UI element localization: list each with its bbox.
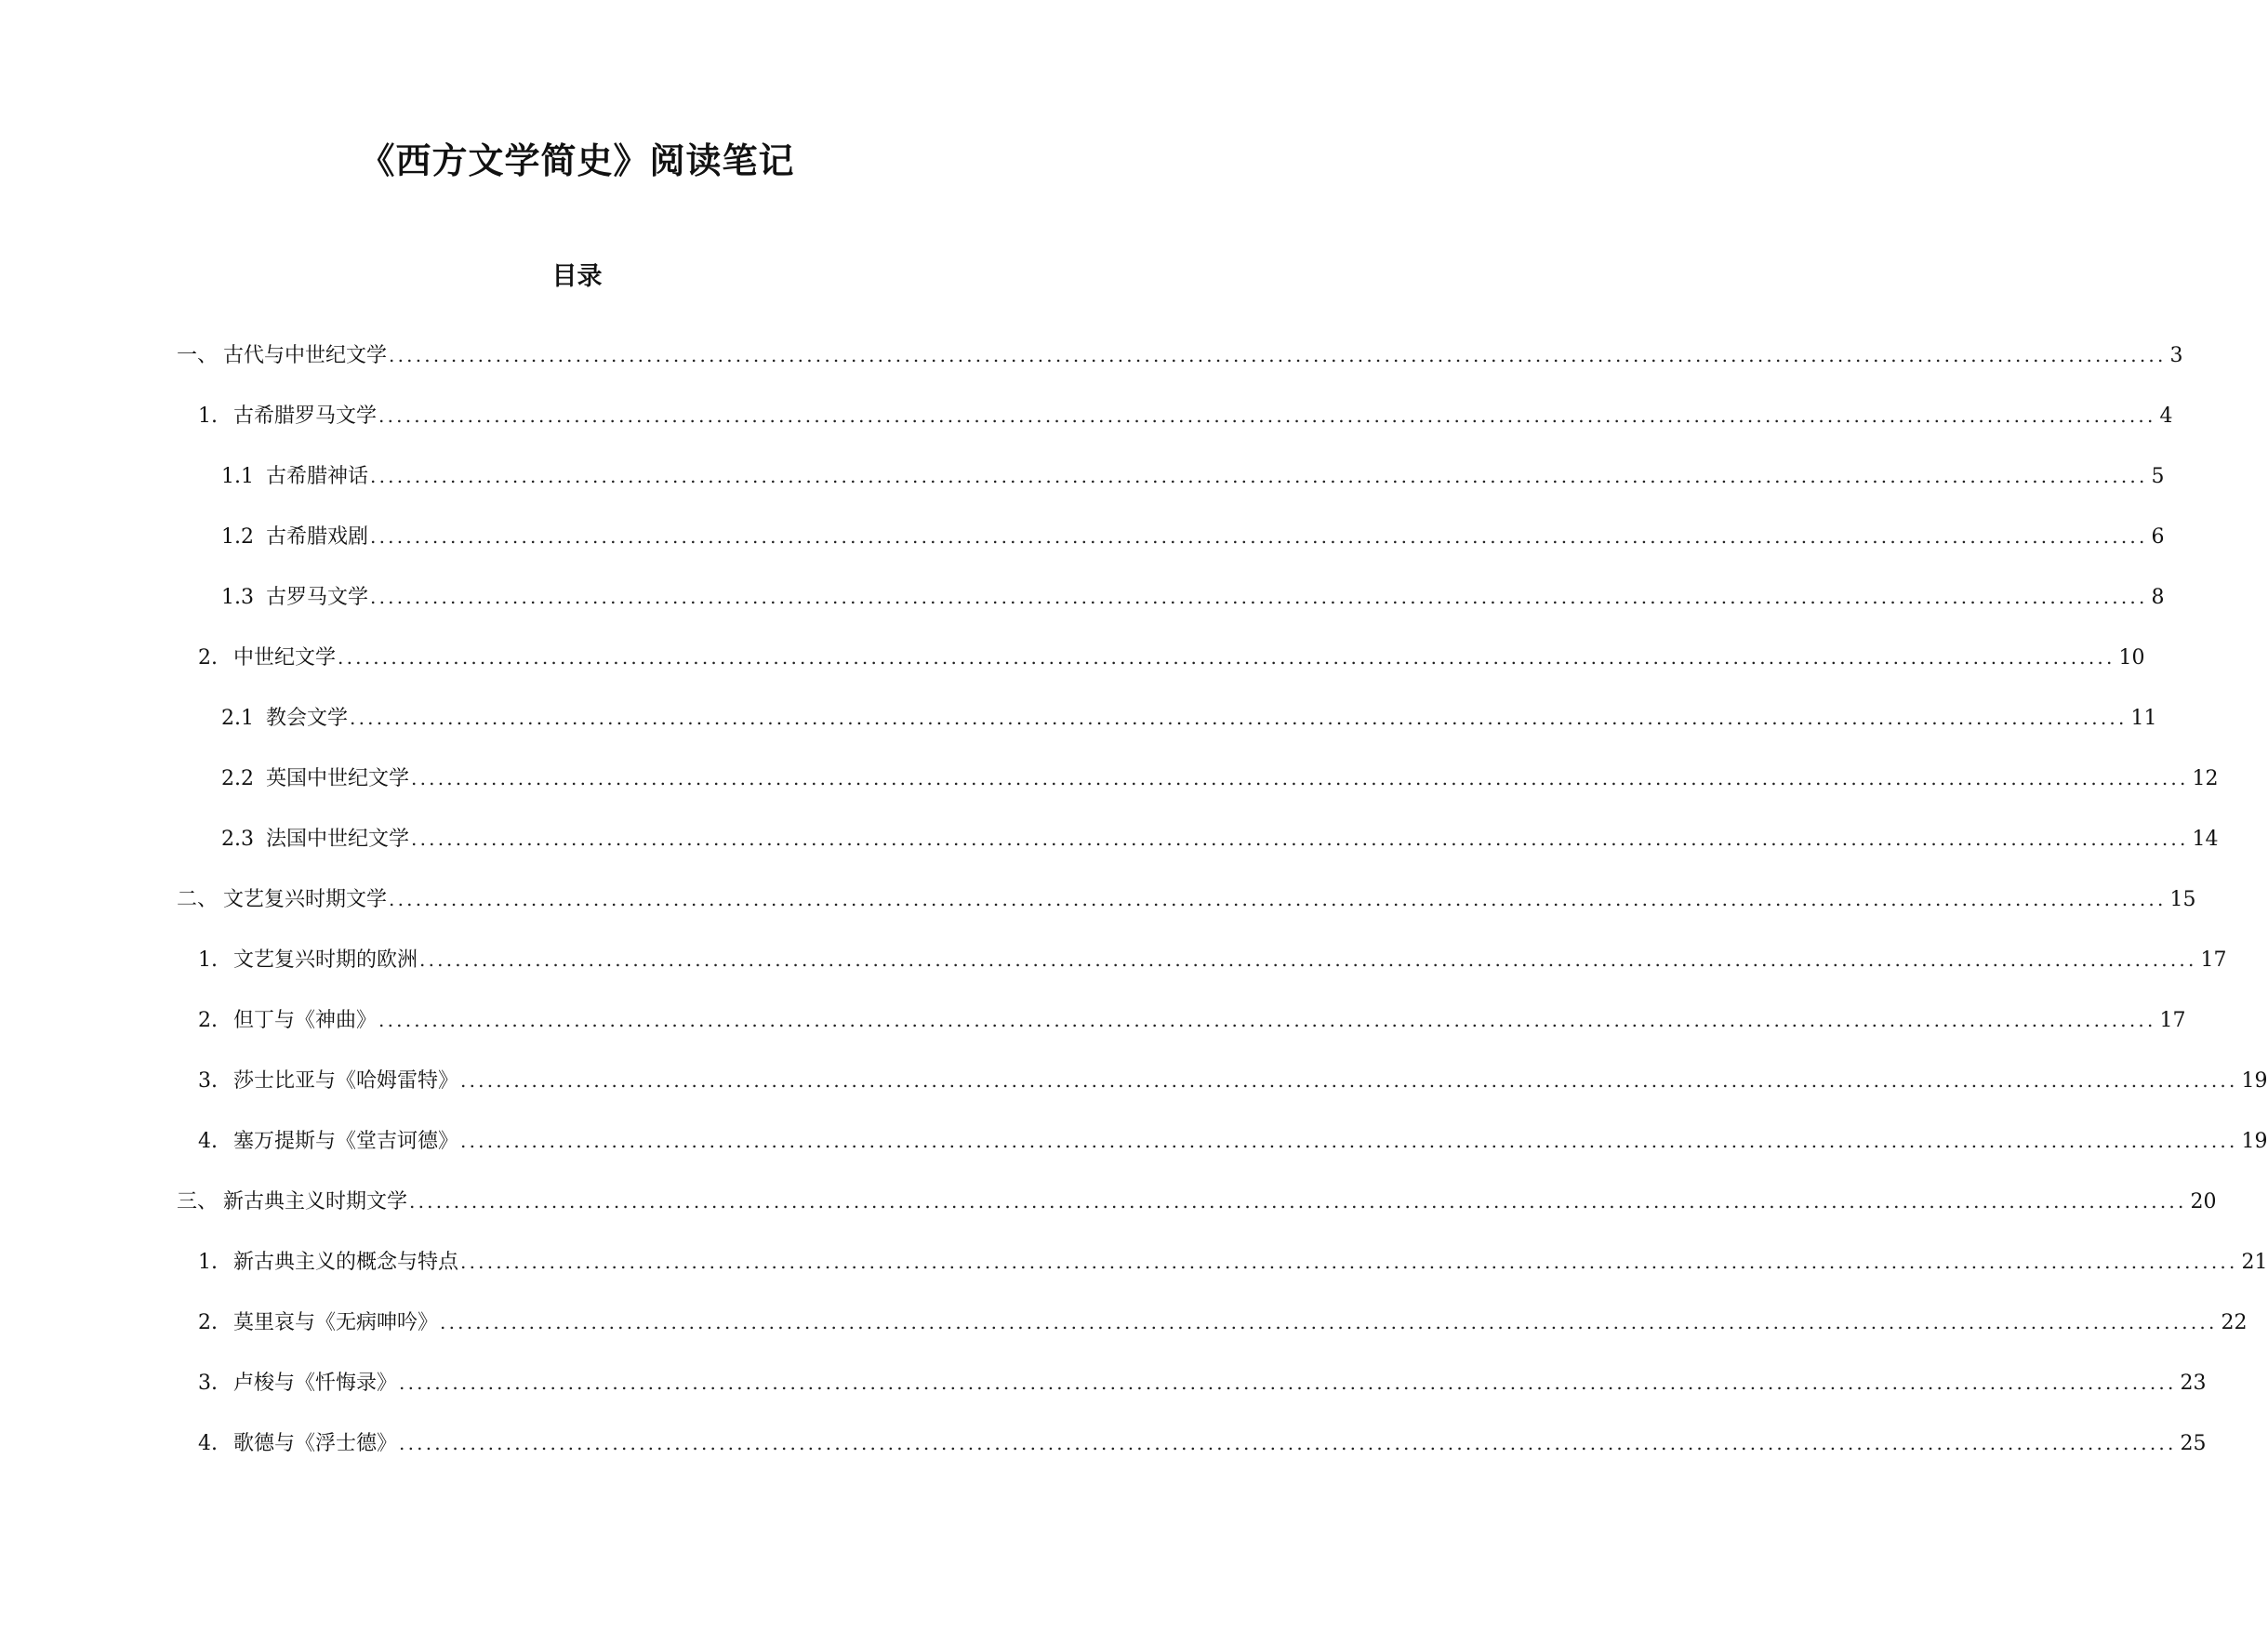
toc-entry-number: 2.2 [221, 767, 254, 790]
toc-entry-title: 英国中世纪文学 [266, 767, 410, 790]
toc-entry-page-number: 20 [2190, 1190, 2217, 1213]
toc-entry-page-number: 11 [2130, 707, 2157, 730]
toc-entry-number: 1. [198, 948, 218, 972]
toc-entry-number: 2. [198, 646, 218, 670]
toc-entry-title: 新古典主义的概念与特点 [233, 1251, 459, 1274]
toc-leader-dots: ........................................................................................................................................................................................................ [409, 1190, 2187, 1213]
toc-entry-title: 古罗马文学 [266, 586, 369, 609]
toc-entry[interactable] [198, 943, 2227, 976]
toc-entry[interactable] [198, 1306, 2248, 1339]
toc-entry-title: 莎士比亚与《哈姆雷特》 [233, 1069, 459, 1093]
toc-leader-dots: ........................................................................................................................................................................................................ [460, 1251, 2238, 1273]
toc-entry-title: 法国中世纪文学 [266, 828, 410, 851]
toc-entry-page-number: 4 [2159, 404, 2173, 428]
toc-entry-title: 但丁与《神曲》 [233, 1009, 378, 1032]
toc-leader-dots: ........................................................................................................................................................................................................ [399, 1432, 2177, 1454]
toc-entry-number: 1.3 [221, 586, 254, 609]
toc-entry-title: 古希腊神话 [266, 465, 369, 488]
toc-entry[interactable] [198, 1124, 2268, 1158]
toc-entry[interactable] [198, 1366, 2207, 1399]
toc-entry-page-number: 22 [2221, 1311, 2248, 1334]
toc-entry-number: 2. [198, 1311, 218, 1334]
toc-entry-number: 2. [198, 1009, 218, 1032]
toc-leader-dots: ........................................................................................................................................................................................................ [419, 948, 2197, 971]
toc-entry-number: 4. [198, 1130, 218, 1153]
toc-entry-number: 1. [198, 1251, 218, 1274]
toc-leader-dots: ........................................................................................................................................................................................................ [350, 707, 2128, 729]
toc-leader-dots: ........................................................................................................................................................................................................ [370, 586, 2148, 608]
toc-entry-title: 莫里哀与《无病呻吟》 [233, 1311, 439, 1334]
toc-entry-page-number: 15 [2169, 888, 2196, 911]
toc-entry-page-number: 5 [2151, 465, 2165, 488]
toc-entry[interactable] [198, 1426, 2207, 1460]
toc-entry[interactable] [177, 338, 2183, 372]
toc-entry-title: 古代与中世纪文学 [223, 344, 388, 367]
toc-entry[interactable] [198, 1003, 2186, 1037]
toc-leader-dots: ........................................................................................................................................................................................................ [378, 1009, 2156, 1031]
toc-entry-number: 2.3 [221, 828, 254, 851]
toc-heading: 目录 [551, 262, 603, 291]
toc-entry[interactable] [221, 459, 2165, 493]
toc-leader-dots: ........................................................................................................................................................................................................ [378, 404, 2156, 427]
toc-entry-page-number: 10 [2118, 646, 2145, 670]
toc-entry-number: 4. [198, 1432, 218, 1455]
toc-leader-dots: ........................................................................................................................................................................................................ [460, 1069, 2238, 1092]
toc-leader-dots: ........................................................................................................................................................................................................ [389, 344, 2167, 366]
toc-entry-page-number: 19 [2241, 1069, 2268, 1093]
toc-entry-number: 1.2 [221, 525, 254, 549]
toc-leader-dots: ........................................................................................................................................................................................................ [399, 1372, 2177, 1394]
toc-entry-title: 文艺复兴时期的欧洲 [233, 948, 418, 972]
toc-entry-number: 2.1 [221, 707, 254, 730]
toc-entry-number: 一、 [177, 344, 219, 367]
toc-entry-title: 卢梭与《忏悔录》 [233, 1372, 398, 1395]
toc-leader-dots: ........................................................................................................................................................................................................ [440, 1311, 2218, 1333]
toc-entry-title: 古希腊罗马文学 [233, 404, 378, 428]
toc-leader-dots: ........................................................................................................................................................................................................ [389, 888, 2167, 910]
toc-entry[interactable] [221, 762, 2219, 795]
toc-entry-title: 教会文学 [266, 707, 349, 730]
toc-entry-title: 文艺复兴时期文学 [223, 888, 388, 911]
toc-entry-number: 3. [198, 1372, 218, 1395]
toc-entry[interactable] [177, 882, 2196, 916]
toc-entry-page-number: 8 [2151, 586, 2165, 609]
toc-entry-page-number: 17 [2200, 948, 2227, 972]
toc-leader-dots: ........................................................................................................................................................................................................ [370, 525, 2148, 548]
toc-leader-dots: ........................................................................................................................................................................................................ [338, 646, 2115, 669]
toc-entry[interactable] [198, 1245, 2268, 1279]
toc-entry-title: 古希腊戏剧 [266, 525, 369, 549]
toc-entry[interactable] [177, 1185, 2217, 1218]
toc-entry[interactable] [221, 822, 2219, 855]
toc-entry-title: 中世纪文学 [233, 646, 337, 670]
toc-entry[interactable] [198, 641, 2145, 674]
toc-entry[interactable] [221, 520, 2165, 553]
toc-entry-number: 1. [198, 404, 218, 428]
toc-entry-page-number: 3 [2169, 344, 2183, 367]
toc-entry-title: 塞万提斯与《堂吉诃德》 [233, 1130, 459, 1153]
toc-entry[interactable] [221, 701, 2157, 735]
toc-entry-page-number: 21 [2241, 1251, 2268, 1274]
toc-entry[interactable] [198, 399, 2173, 432]
toc-entry-page-number: 12 [2192, 767, 2219, 790]
toc-entry-page-number: 23 [2180, 1372, 2207, 1395]
toc-entry-title: 新古典主义时期文学 [223, 1190, 408, 1213]
toc-entry-page-number: 25 [2180, 1432, 2207, 1455]
toc-entry-number: 3. [198, 1069, 218, 1093]
toc-entry-number: 三、 [177, 1190, 219, 1213]
toc-entry-page-number: 17 [2159, 1009, 2186, 1032]
toc-leader-dots: ........................................................................................................................................................................................................ [370, 465, 2148, 487]
toc-leader-dots: ........................................................................................................................................................................................................ [411, 767, 2189, 789]
toc-entry-page-number: 14 [2192, 828, 2219, 851]
document-title: 《西方文学简史》阅读笔记 [359, 139, 795, 181]
toc-entry[interactable] [198, 1064, 2268, 1097]
toc-entry-number: 二、 [177, 888, 219, 911]
toc-entry-page-number: 6 [2151, 525, 2165, 549]
toc-leader-dots: ........................................................................................................................................................................................................ [460, 1130, 2238, 1152]
toc-entry[interactable] [221, 580, 2165, 614]
toc-entry-page-number: 19 [2241, 1130, 2268, 1153]
toc-entry-title: 歌德与《浮士德》 [233, 1432, 398, 1455]
toc-entry-number: 1.1 [221, 465, 254, 488]
toc-leader-dots: ........................................................................................................................................................................................................ [411, 828, 2189, 850]
